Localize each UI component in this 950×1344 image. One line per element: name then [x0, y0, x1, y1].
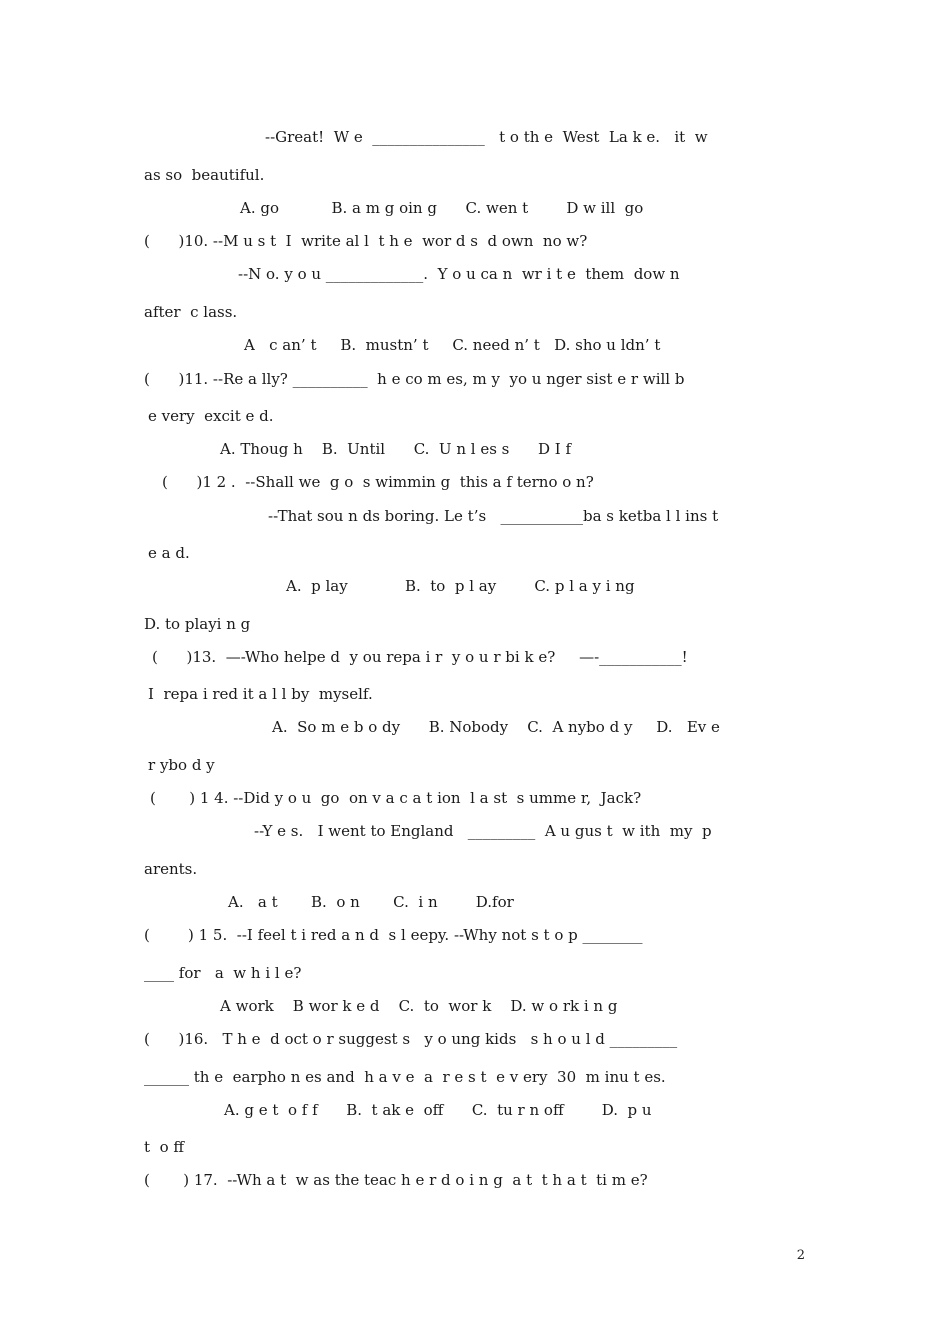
q9-answer-line: --Great! W e _______________ t o th e West La k e. it w — [265, 128, 708, 146]
q13-question: ( )13. —-Who helpe d y ou repa i r y o u r bi k e? —-___________! — [152, 648, 688, 666]
page-number: 2 — [796, 1248, 805, 1263]
q10-answer-line-cont: after c lass. — [144, 303, 238, 321]
q15-options: A work B wor k e d C. to wor k D. w o rk i n g — [220, 997, 618, 1015]
q14-answer-line: --Y e s. I went to England _________ A u gus t w ith my p — [254, 822, 712, 840]
q12-options: A. p lay B. to p l ay C. p l a y i ng — [286, 577, 635, 595]
q12-answer-line: --That sou n ds boring. Le t’s ___________ba s ketba l l ins t — [268, 507, 719, 525]
q13-question-cont: I repa i red it a l l by myself. — [148, 685, 373, 703]
q10-options: A c an’ t B. mustn’ t C. need n’ t D. sho u ldn’ t — [244, 336, 661, 354]
q10-question: ( )10. --M u s t I write al l t h e wor d s d own no w? — [144, 232, 588, 250]
q15-question-cont: ____ for a w h i l e? — [144, 964, 302, 982]
q12-question: ( )1 2 . --Shall we g o s wimmin g this a f terno o n? — [162, 473, 594, 491]
q11-question-cont: e very excit e d. — [148, 407, 274, 425]
q10-answer-line: --N o. y o u _____________. Y o u ca n wr i t e them dow n — [238, 265, 680, 283]
q15-question: ( ) 1 5. --I feel t i red a n d s l eepy. --Why not s t o p ________ — [144, 926, 643, 944]
q12-answer-line-cont: e a d. — [148, 544, 190, 562]
q16-question-cont: ______ th e earpho n es and h a v e a r e s t e v ery 30 m inu t es. — [144, 1068, 666, 1086]
q16-question: ( )16. T h e d oct o r suggest s y o ung kids s h o u l d _________ — [144, 1030, 678, 1048]
q14-question: ( ) 1 4. --Did y o u go on v a c a t ion l a st s umme r, Jack? — [150, 789, 642, 807]
q11-question: ( )11. --Re a lly? __________ h e co m es, m y yo u nger sist e r will b — [144, 370, 685, 388]
q14-options: A. a t B. o n C. i n D.for — [228, 893, 514, 911]
q12-options-cont: D. to playi n g — [144, 615, 251, 633]
q9-answer-line-cont: as so beautiful. — [144, 166, 265, 184]
q14-answer-line-cont: arents. — [144, 860, 198, 878]
q16-options-cont: t o ff — [144, 1138, 185, 1156]
q17-question: ( ) 17. --Wh a t w as the teac h e r d o i n g a t t h a t ti m e? — [144, 1171, 648, 1189]
q9-options: A. go B. a m g oin g C. wen t D w ill go — [240, 199, 644, 217]
q13-options: A. So m e b o dy B. Nobody C. A nybo d y D. Ev e — [272, 718, 720, 736]
q13-options-cont: r ybo d y — [148, 756, 215, 774]
q16-options: A. g e t o f f B. t ak e off C. tu r n off D. p u — [224, 1101, 652, 1119]
q11-options: A. Thoug h B. Until C. U n l es s D I f — [220, 440, 572, 458]
